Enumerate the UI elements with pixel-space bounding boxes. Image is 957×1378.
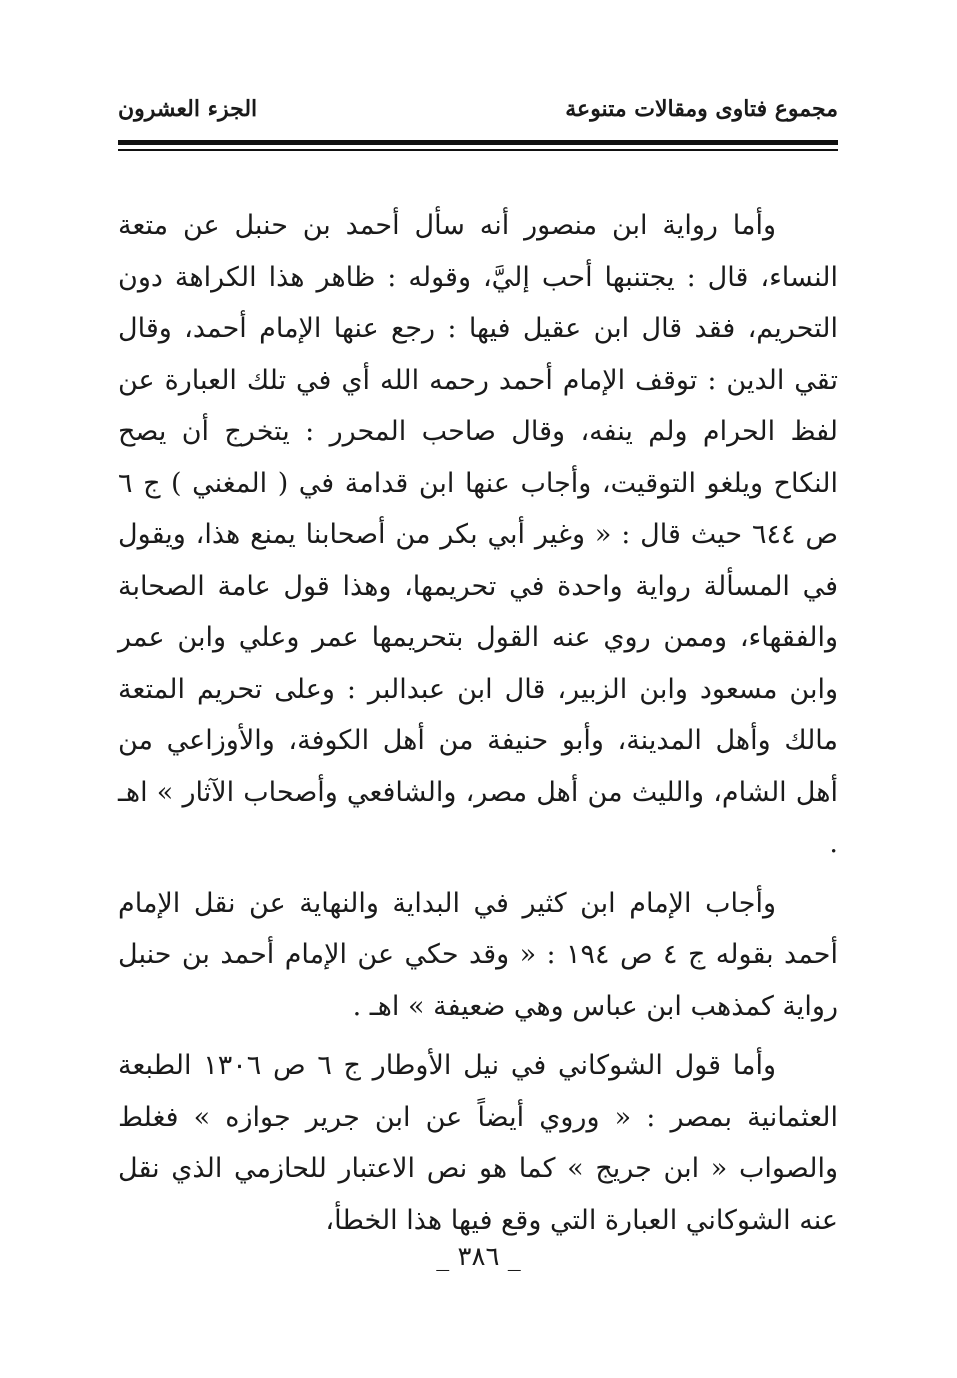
header-rule-thick — [118, 140, 838, 145]
paragraph: وأجاب الإمام ابن كثير في البداية والنهاية عن نقل الإمام أحمد بقوله ج ٤ ص ١٩٤ : « وقد حكي عن الإمام أحمد بن حنبل رواية كمذهب ابن عباس وهي ضعيفة » اهـ . — [118, 887, 838, 1022]
part-label: الجزء العشرون — [118, 96, 258, 122]
page-number: _ ٣٨٦ _ — [436, 1242, 521, 1272]
header-rule-thin — [118, 149, 838, 151]
body-text — [118, 200, 838, 1246]
running-header — [118, 96, 838, 136]
book-title: مجموع فتاوى ومقالات متنوعة — [565, 96, 838, 122]
paragraph: وأما قول الشوكاني في نيل الأوطار ج ٦ ص ١٣٠٦ الطبعة العثمانية بمصر : « وروي أيضاً عن ابن جرير جوازه » فغلط والصواب « ابن جريج » كما هو نص الاعتبار للحازمي الذي نقل عنه الشوكاني العبارة التي وقع فيها هذا الخطأ، — [118, 1050, 838, 1236]
paragraph: وأما رواية ابن منصور أنه سأل أحمد بن حنبل عن متعة النساء، قال : يجتنبها أحب إليَّ، وقوله : ظاهر هذا الكراهة دون التحريم، فقد قال ابن عقيل فيها : رجع عنها الإمام أحمد، وقال تقي الدين : توقف الإمام أحمد رحمه الله أي في تلك العبارة عن لفظ الحرام ولم ينفه، وقال صاحب المحرر : يتخرج أن يصح النكاح ويلغو التوقيت، وأجاب عنها ابن قدامة في ( المغني ) ج ٦ ص ٦٤٤ حيث قال : « وغير أبي بكر من أصحابنا يمنع هذا، ويقول في المسألة رواية واحدة في تحريمها، وهذا قول عامة الصحابة والفقهاء، وممن روي عنه القول بتحريمها عمر وعلي وابن عمر وابن مسعود وابن الزبير، قال ابن عبدالبر : وعلى تحريم المتعة مالك وأهل المدينة، وأبو حنيفة من أهل الكوفة، والأوزاعي من أهل الشام، والليث من أهل مصر، والشافعي وأصحاب الآثار » اهـ . — [118, 210, 838, 859]
